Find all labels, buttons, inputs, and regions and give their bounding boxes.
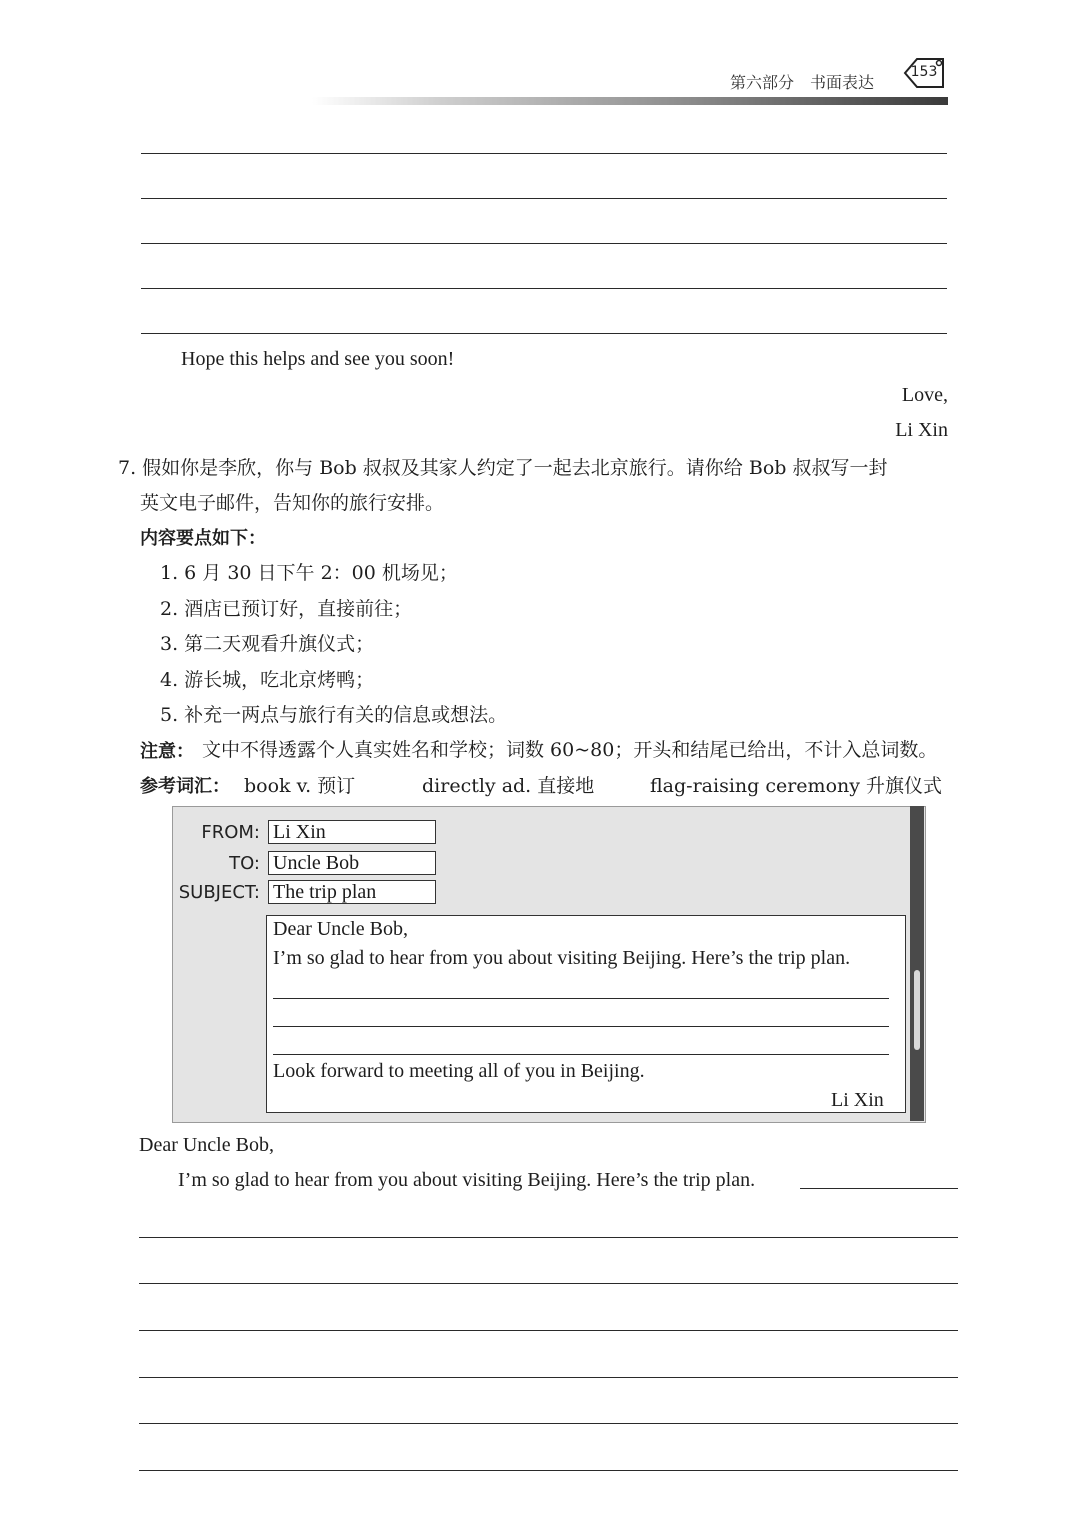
question-prompt-line2: 英文电子邮件，告知你的旅行安排。 bbox=[140, 492, 445, 514]
writing-line bbox=[141, 243, 947, 244]
writing-line bbox=[141, 153, 947, 154]
writing-line[interactable] bbox=[139, 1377, 958, 1378]
to-label: TO: bbox=[229, 853, 260, 874]
points-heading: 内容要点如下： bbox=[140, 528, 266, 549]
email-writing-line bbox=[273, 1054, 889, 1055]
prev-signoff: Love, bbox=[901, 384, 948, 406]
point-item: 3. 第二天观看升旗仪式； bbox=[160, 633, 375, 655]
from-label: FROM: bbox=[201, 822, 260, 843]
point-item: 4. 游长城，吃北京烤鸭； bbox=[160, 669, 375, 691]
vocab-item: directly ad. 直接地 bbox=[422, 775, 595, 797]
point-item: 5. 补充一两点与旅行有关的信息或想法。 bbox=[160, 704, 508, 726]
prev-signature: Li Xin bbox=[895, 419, 948, 441]
writing-line bbox=[141, 288, 947, 289]
writing-line bbox=[141, 333, 947, 334]
to-field[interactable]: Uncle Bob bbox=[268, 851, 436, 875]
subject-field[interactable]: The trip plan bbox=[268, 880, 436, 904]
question-prompt-line1: 7. 假如你是李欣，你与 Bob 叔叔及其家人约定了一起去北京旅行。请你给 Bob 叔叔写一封 bbox=[118, 457, 888, 479]
email-signature: Li Xin bbox=[831, 1089, 884, 1111]
writing-line[interactable] bbox=[139, 1470, 958, 1471]
point-item: 1. 6 月 30 日下午 2：00 机场见； bbox=[160, 562, 458, 584]
email-closing: Look forward to meeting all of you in Beijing. bbox=[273, 1060, 645, 1082]
note-text: 文中不得透露个人真实姓名和学校；词数 60~80；开头和结尾已给出，不计入总词数。 bbox=[202, 739, 938, 761]
vocab-label: 参考词汇： bbox=[140, 776, 230, 797]
answer-opening: I’m so glad to hear from you about visiting Beijing. Here’s the trip plan. bbox=[178, 1169, 756, 1191]
note-label: 注意： bbox=[140, 741, 194, 762]
page-number: 153 bbox=[910, 64, 938, 80]
email-greeting: Dear Uncle Bob, bbox=[273, 918, 408, 940]
email-body[interactable] bbox=[266, 915, 906, 1113]
from-field[interactable]: Li Xin bbox=[268, 820, 436, 844]
point-item: 2. 酒店已预订好，直接前往； bbox=[160, 598, 413, 620]
writing-line[interactable] bbox=[800, 1188, 958, 1189]
prev-closing-sentence: Hope this helps and see you soon! bbox=[181, 348, 455, 370]
scrollbar[interactable] bbox=[910, 806, 924, 1121]
subject-label: SUBJECT: bbox=[178, 882, 260, 903]
writing-line[interactable] bbox=[139, 1330, 958, 1331]
vocab-item: book v. 预订 bbox=[244, 775, 356, 797]
scrollbar-thumb[interactable] bbox=[914, 970, 920, 1050]
section-header: 第六部分 书面表达 bbox=[730, 73, 875, 92]
answer-greeting: Dear Uncle Bob, bbox=[139, 1134, 274, 1156]
writing-line[interactable] bbox=[139, 1237, 958, 1238]
vocab-item: flag-raising ceremony 升旗仪式 bbox=[650, 775, 943, 797]
email-opening: I’m so glad to hear from you about visiting Beijing. Here’s the trip plan. bbox=[273, 947, 851, 969]
writing-line bbox=[141, 198, 947, 199]
writing-line[interactable] bbox=[139, 1423, 958, 1424]
writing-line[interactable] bbox=[139, 1283, 958, 1284]
header-divider bbox=[312, 97, 948, 105]
email-writing-line bbox=[273, 1026, 889, 1027]
email-writing-line bbox=[273, 998, 889, 999]
